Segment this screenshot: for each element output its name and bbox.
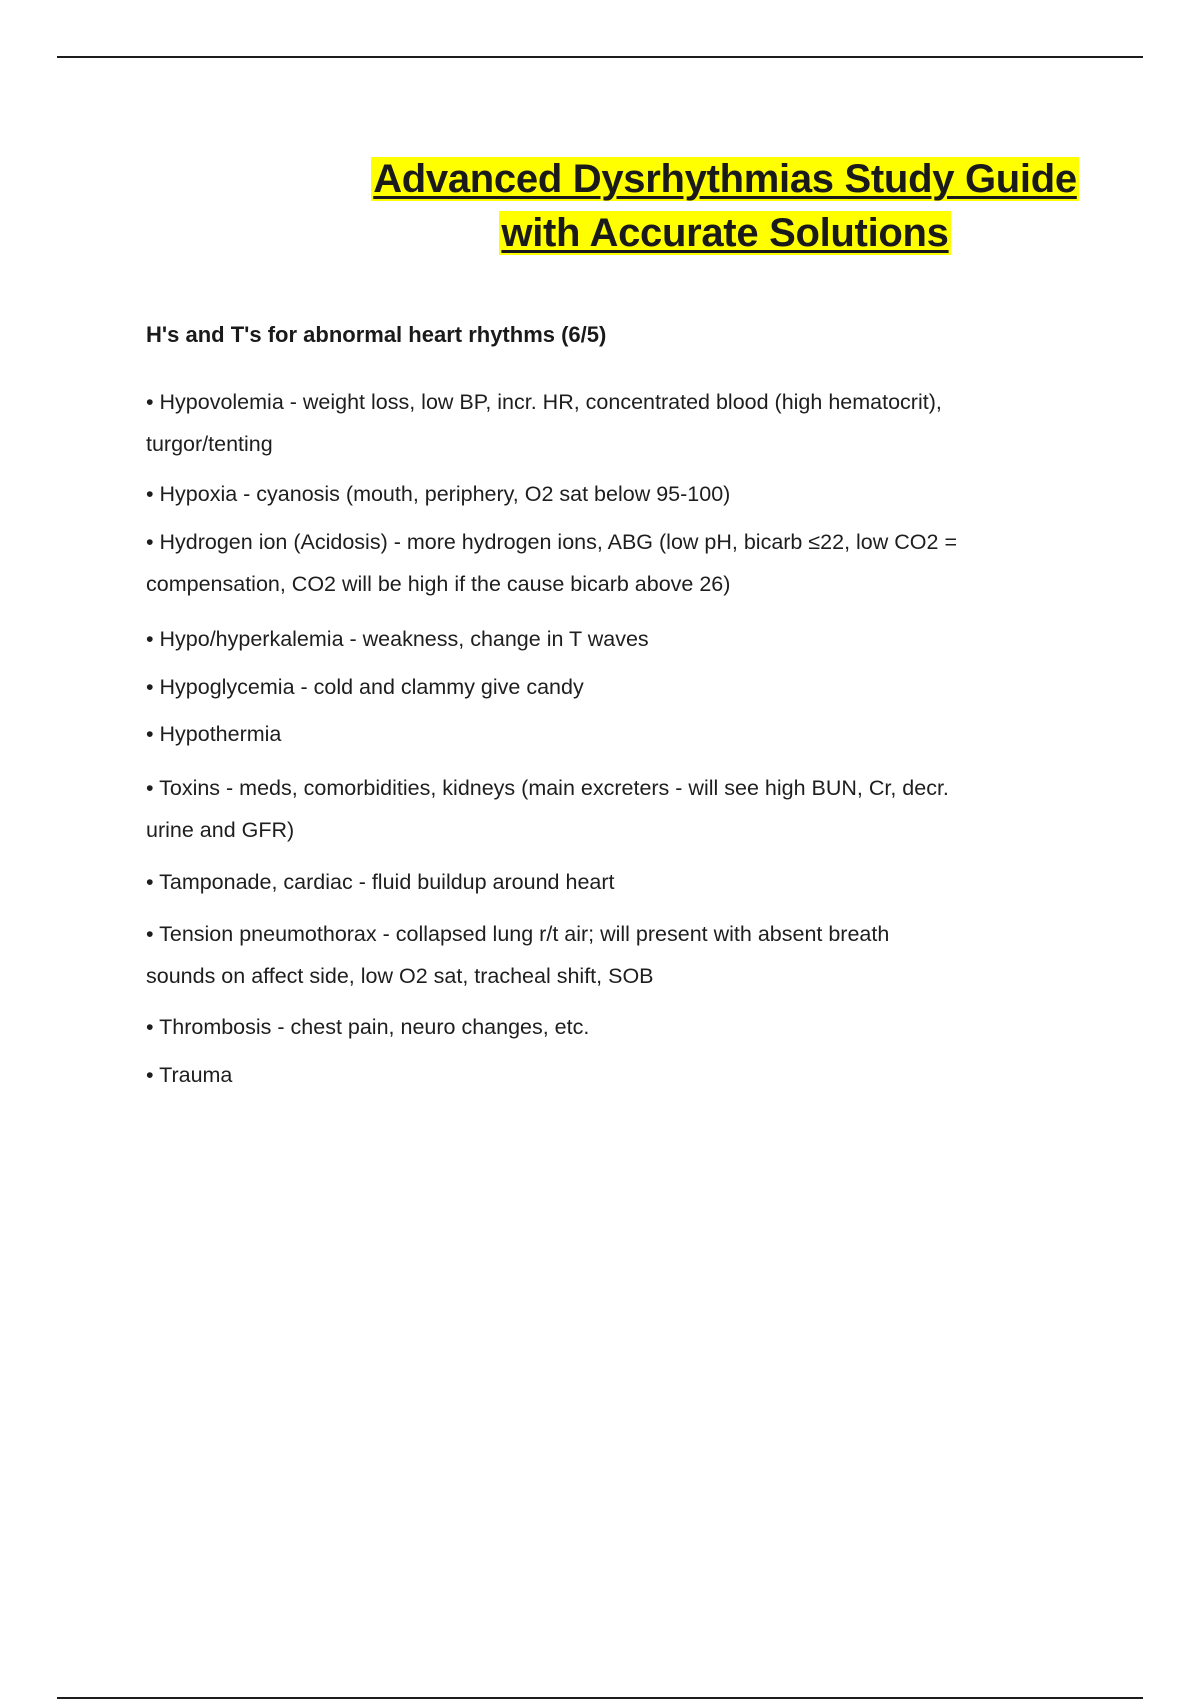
list-item: • Hypo/hyperkalemia - weakness, change in T waves [146, 627, 649, 651]
list-item: • Hypothermia [146, 722, 282, 746]
list-item: • Hypovolemia - weight loss, low BP, incr. HR, concentrated blood (high hematocrit), [146, 390, 942, 414]
list-item: • Toxins - meds, comorbidities, kidneys (main excreters - will see high BUN, Cr, decr. [146, 776, 949, 800]
list-item-continuation: turgor/tenting [146, 432, 273, 456]
list-item: • Hypoxia - cyanosis (mouth, periphery, O2 sat below 95-100) [146, 482, 731, 506]
list-item: • Tension pneumothorax - collapsed lung r/t air; will present with absent breath [146, 922, 890, 946]
list-item: • Hydrogen ion (Acidosis) - more hydrogen ions, ABG (low pH, bicarb ≤22, low CO2 = [146, 530, 957, 554]
list-item: • Trauma [146, 1063, 233, 1087]
document-title [330, 152, 1120, 260]
top-rule [57, 56, 1143, 58]
list-item: • Tamponade, cardiac - fluid buildup around heart [146, 870, 615, 894]
list-item-continuation: sounds on affect side, low O2 sat, tracheal shift, SOB [146, 964, 654, 988]
list-item-continuation: urine and GFR) [146, 818, 295, 842]
title-line-2: with Accurate Solutions [501, 211, 949, 255]
section-heading: H's and T's for abnormal heart rhythms (6/5) [146, 322, 607, 347]
title-line-1: Advanced Dysrhythmias Study Guide [373, 157, 1077, 201]
list-item: • Thrombosis - chest pain, neuro changes, etc. [146, 1015, 590, 1039]
list-item-continuation: compensation, CO2 will be high if the cause bicarb above 26) [146, 572, 731, 596]
list-item: • Hypoglycemia - cold and clammy give candy [146, 675, 584, 699]
bottom-rule [57, 1697, 1143, 1699]
